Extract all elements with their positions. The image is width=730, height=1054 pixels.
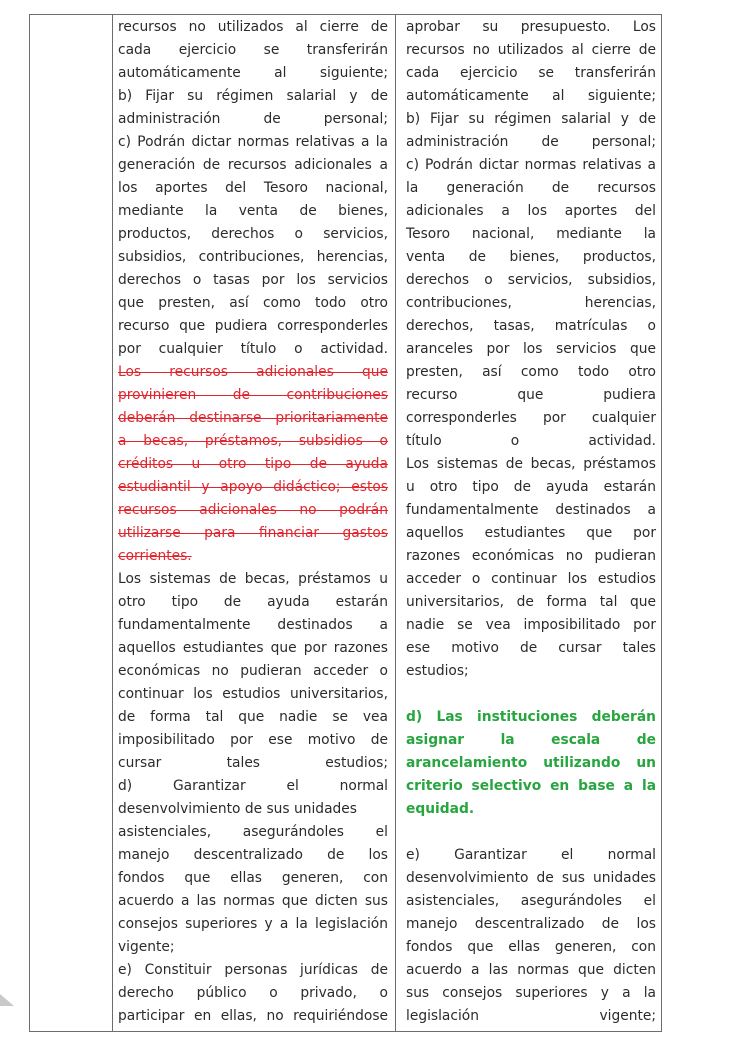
page-corner-fold: [0, 994, 14, 1006]
text-line: aranceles por los servicios que: [406, 341, 656, 357]
text-line: Tesoro nacional, mediante la: [406, 226, 656, 242]
text-line: desenvolvimiento de sus unidades: [406, 870, 656, 886]
text-line: asistenciales, asegurándoles el: [118, 824, 388, 840]
text-line: d) Garantizar el normal: [118, 778, 388, 794]
text-line: vigente;: [118, 939, 175, 955]
text-line: [406, 821, 656, 844]
text-line: desenvolvimiento de sus unidades: [118, 801, 357, 817]
column-divider-middle: [395, 15, 396, 1031]
text-line: otro tipo de ayuda estarán: [118, 594, 388, 610]
text-line: administración de personal;: [406, 134, 656, 150]
text-line: la generación de recursos: [406, 180, 656, 196]
text-line: subsidios, contribuciones, herencias,: [118, 249, 388, 265]
text-line: automáticamente al siguiente;: [118, 65, 388, 81]
text-line: e) Constituir personas jurídicas de: [118, 962, 388, 978]
text-line: acuerdo a las normas que dicten sus: [118, 893, 388, 909]
text-line: adicionales a los aportes del: [406, 203, 656, 219]
text-line: Los sistemas de becas, préstamos: [406, 456, 656, 472]
text-line: que presten, así como todo otro: [118, 295, 388, 311]
deleted-text-line: utilizarse para financiar gastos: [118, 525, 388, 541]
text-line: fundamentalmente destinados a: [406, 502, 656, 518]
proposed-text-column: [406, 16, 656, 1028]
text-line: universitarios, de forma tal que: [406, 594, 656, 610]
text-line: administración de personal;: [118, 111, 388, 127]
column-divider-left: [112, 15, 113, 1031]
text-line: fundamentalmente destinados a: [118, 617, 388, 633]
text-line: recursos no utilizados al cierre de: [118, 19, 388, 35]
text-line: e) Garantizar el normal: [406, 847, 656, 863]
text-line: aquellos estudiantes que por razones: [118, 640, 388, 656]
text-line: fondos que ellas generen, con: [118, 870, 388, 886]
comparison-table: [29, 14, 662, 1032]
text-line: c) Podrán dictar normas relativas a la: [118, 134, 388, 150]
text-line: aquellos estudiantes que por: [406, 525, 656, 541]
text-line: recurso que pudiera: [406, 387, 656, 403]
deleted-text-line: a becas, préstamos, subsidios o: [118, 433, 388, 449]
text-line: derechos, tasas, matrículas o: [406, 318, 656, 334]
text-line: estudios;: [406, 663, 469, 679]
text-line: b) Fijar su régimen salarial y de: [406, 111, 656, 127]
deleted-text-line: créditos u otro tipo de ayuda: [118, 456, 388, 472]
text-line: contribuciones, herencias,: [406, 295, 656, 311]
text-line: continuar los estudios universitarios,: [118, 686, 388, 702]
text-line: recursos no utilizados al cierre de: [406, 42, 656, 58]
text-line: consejos superiores y a la legislación: [118, 916, 388, 932]
text-line: productos, derechos o servicios,: [118, 226, 388, 242]
text-line: asistenciales, asegurándoles el: [406, 893, 656, 909]
text-line: legislación vigente;: [406, 1008, 656, 1024]
text-line: económicas no pudieran acceder o: [118, 663, 388, 679]
text-line: Los sistemas de becas, préstamos u: [118, 571, 388, 587]
deleted-text-line: deberán destinarse prioritariamente: [118, 410, 388, 426]
text-line: derecho público o privado, o: [118, 985, 388, 1001]
text-line: título o actividad.: [406, 433, 656, 449]
text-line: participar en ellas, no requiriéndose: [118, 1008, 388, 1024]
text-line: razones económicas no pudieran: [406, 548, 656, 564]
text-line: los aportes del Tesoro nacional,: [118, 180, 388, 196]
text-line: acceder o continuar los estudios: [406, 571, 656, 587]
text-line: u otro tipo de ayuda estarán: [406, 479, 656, 495]
text-line: fondos que ellas generen, con: [406, 939, 656, 955]
text-line: aprobar su presupuesto. Los: [406, 19, 656, 35]
text-line: sus consejos superiores y a la: [406, 985, 656, 1001]
text-line: por cualquier título o actividad.: [118, 341, 388, 357]
deleted-text-line: Los recursos adicionales que: [118, 364, 388, 380]
text-line: presten, así como todo otro: [406, 364, 656, 380]
text-line: corresponderles por cualquier: [406, 410, 656, 426]
text-line: recurso que pudiera corresponderles: [118, 318, 388, 334]
text-line: manejo descentralizado de los: [118, 847, 388, 863]
added-text-line: equidad.: [406, 801, 475, 817]
text-line: automáticamente al siguiente;: [406, 88, 656, 104]
text-line: nadie se vea imposibilitado por: [406, 617, 656, 633]
text-line: derechos o servicios, subsidios,: [406, 272, 656, 288]
text-line: cada ejercicio se transferirán: [406, 65, 656, 81]
text-line: cursar tales estudios;: [118, 755, 388, 771]
added-text-line: asignar la escala de: [406, 732, 656, 748]
current-text-column: [118, 16, 388, 1028]
text-line: acuerdo a las normas que dicten: [406, 962, 656, 978]
text-line: generación de recursos adicionales a: [118, 157, 388, 173]
text-line: [406, 683, 656, 706]
deleted-text-line: provinieren de contribuciones: [118, 387, 388, 403]
text-line: mediante la venta de bienes,: [118, 203, 388, 219]
text-line: venta de bienes, productos,: [406, 249, 656, 265]
added-text-line: arancelamiento utilizando un: [406, 755, 656, 771]
added-text-line: criterio selectivo en base a la: [406, 778, 656, 794]
text-line: manejo descentralizado de los: [406, 916, 656, 932]
text-line: b) Fijar su régimen salarial y de: [118, 88, 388, 104]
text-line: cada ejercicio se transferirán: [118, 42, 388, 58]
added-text-line: d) Las instituciones deberán: [406, 709, 656, 725]
text-line: imposibilitado por ese motivo de: [118, 732, 388, 748]
text-line: derechos o tasas por los servicios: [118, 272, 388, 288]
text-line: c) Podrán dictar normas relativas a: [406, 157, 656, 173]
deleted-text-line: corrientes.: [118, 548, 192, 564]
text-line: ese motivo de cursar tales: [406, 640, 656, 656]
deleted-text-line: estudiantil y apoyo didáctico; estos: [118, 479, 388, 495]
text-line: de forma tal que nadie se vea: [118, 709, 388, 725]
deleted-text-line: recursos adicionales no podrán: [118, 502, 388, 518]
